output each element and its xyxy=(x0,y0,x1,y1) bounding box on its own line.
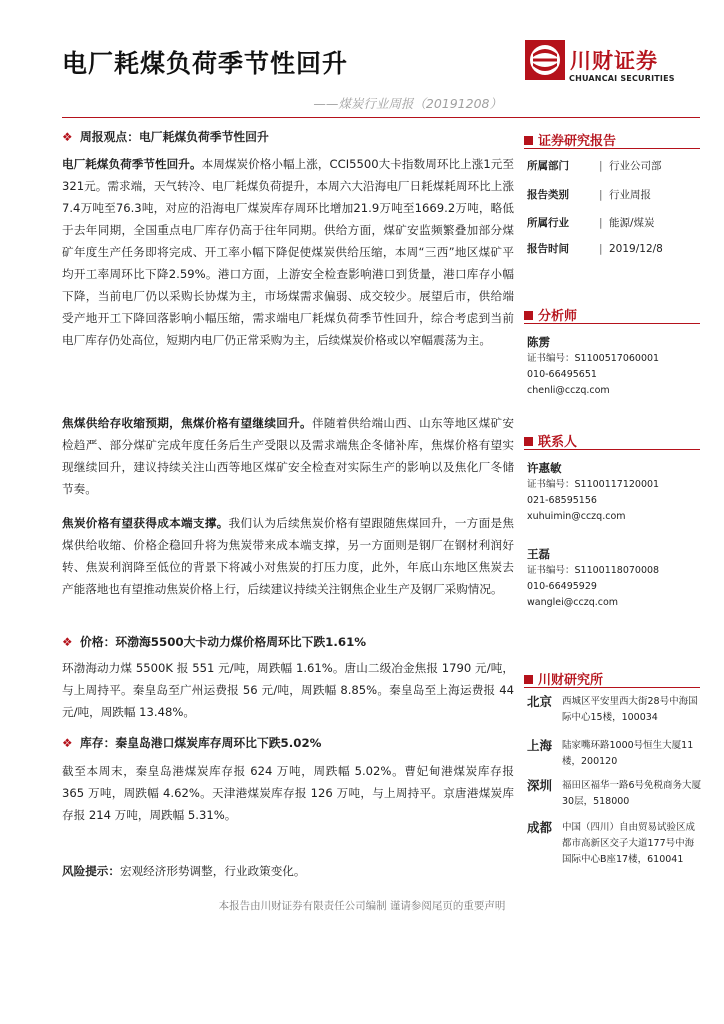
institute-heading: 川财研究所 xyxy=(524,669,603,688)
square-bullet-icon xyxy=(524,136,533,145)
office-city: 成都 xyxy=(527,820,553,835)
office-address: 西城区平安里西大街28号中海国际中心15楼，100034 xyxy=(562,696,698,723)
diamond-bullet-icon: ❖ xyxy=(62,635,73,649)
office-city: 上海 xyxy=(527,738,553,753)
diamond-bullet-icon: ❖ xyxy=(62,736,73,750)
info-row-department: 所属部门 | 行业公司部 xyxy=(527,160,662,172)
info-row-category: 报告类别 | 行业周报 xyxy=(527,189,651,201)
office-shanghai xyxy=(527,738,703,770)
square-bullet-icon xyxy=(524,311,533,320)
paragraph-lead: 焦煤供给存收缩预期，焦煤价格有望继续回升。 xyxy=(62,416,312,430)
header-divider xyxy=(62,117,700,118)
office-shenzhen xyxy=(527,778,703,810)
contact-card xyxy=(527,545,659,611)
office-address: 福田区福华一路6号免税商务大厦30层，518000 xyxy=(562,780,702,807)
paragraph-price: 环渤海动力煤 5500K 报 551 元/吨，周跌幅 1.61%。唐山二级冶金焦报 1790 元/吨，与上周持平。秦皇岛至广州运费报 56 元/吨，周跌幅 8.85%。秦皇岛至上海运费报 44 元/吨，周跌幅 13.48%。 xyxy=(62,661,514,719)
section-divider xyxy=(524,148,700,149)
section-divider xyxy=(524,687,700,688)
office-beijing xyxy=(527,694,703,726)
risk-label: 风险提示： xyxy=(62,864,120,878)
contact-name: 王磊 xyxy=(527,547,550,561)
paragraph-coking-coal xyxy=(62,412,514,500)
price-heading: ❖ 价格：环渤海5500大卡动力煤价格周环比下跌1.61% xyxy=(62,635,367,649)
paragraph-body: 伴随着供给端山西、山东等地区煤矿安检趋严、部分煤矿完成年度任务后生产受限以及需求端焦企冬储补库，焦煤价格有望实现继续回升，建议持续关注山西等地区煤矿安全检查对实际生产的影响以及焦化厂冬储节奏。 xyxy=(62,416,514,496)
contact-phone: 021-68595156 xyxy=(527,495,597,506)
risk-text: 宏观经济形势调整，行业政策变化。 xyxy=(119,864,306,878)
section-divider xyxy=(524,449,700,450)
logo-text-en: CHUANCAI SECURITIES xyxy=(569,74,675,83)
contact-email[interactable]: wanglei@cczq.com xyxy=(527,597,619,608)
risk-warning xyxy=(62,863,306,879)
analyst-heading: 分析师 xyxy=(524,305,577,324)
contact-email[interactable]: xuhuimin@cczq.com xyxy=(527,511,626,522)
paragraph-power-plant xyxy=(62,153,514,351)
chuancai-logo-icon xyxy=(525,40,565,80)
report-title: 电厂耗煤负荷季节性回升 xyxy=(62,49,349,78)
square-bullet-icon xyxy=(524,675,533,684)
analyst-card xyxy=(527,333,659,399)
stock-heading: ❖ 库存：秦皇岛港口煤炭库存周环比下跌5.02% xyxy=(62,736,322,750)
diamond-bullet-icon: ❖ xyxy=(62,130,73,144)
paragraph-body: 我们认为后续焦炭价格有望跟随焦煤回升，一方面是焦煤供给收缩、价格企稳回升将为焦炭带来成本端支撑，另一方面则是钢厂在钢材利润好转、焦炭利润降至低位的背景下将减小对焦炭的打压力度，此外，年底山东地区焦炭去产能落地也有望推动焦炭价格上行，后续建议持续关注钢焦企业生产及钢厂采购情况。 xyxy=(62,516,514,596)
square-bullet-icon xyxy=(524,437,533,446)
analyst-email[interactable]: chenli@cczq.com xyxy=(527,385,610,396)
page-footer-disclaimer: 本报告由川财证券有限责任公司编制 谨请参阅尾页的重要声明 xyxy=(218,900,506,912)
section-divider xyxy=(524,323,700,324)
contact-cert: 证书编号：S1100117120001 xyxy=(527,479,660,490)
weekly-view-heading: ❖ 周报观点：电厂耗煤负荷季节性回升 xyxy=(62,130,269,144)
paragraph-lead: 焦炭价格有望获得成本端支撑。 xyxy=(62,516,229,530)
report-info-heading: 证券研究报告 xyxy=(524,130,616,149)
paragraph-body: 本周煤炭价格小幅上涨，CCI5500大卡指数周环比上涨1元至321元。需求端，天气转冷、电厂耗煤负荷提升，本周六大沿海电厂日耗煤耗周环比上涨7.4万吨至76.3吨，对应的沿海电厂煤炭库存周环比增加21.9万吨至1669.2万吨，略低于去年同期，全国重点电厂库存仍高于往年同期。供给方面，煤矿安监频繁叠加部分煤矿年度生产任务即将完成、开工率小幅下降促使煤炭供给压缩，本周“三西”地区煤矿平均开工率周环比下降2.59%。港口方面，上游安全检查影响港口到货量，港口库存小幅下降，当前电厂仍以采购长协煤为主，市场煤需求偏弱、成交较少。展望后市，供给端受产地开工下降回落影响小幅压缩，需求端电厂耗煤负荷季节性回升，综合考虑到当前电厂库存仍处高位，短期内电厂仍正常采购为主，后续煤炭价格或以窄幅震荡为主。 xyxy=(62,157,514,347)
office-chengdu xyxy=(527,820,703,868)
contact-cert: 证书编号：S1100118070008 xyxy=(527,565,660,576)
paragraph-lead: 电厂耗煤负荷季节性回升。 xyxy=(62,157,202,171)
office-address: 中国（四川）自由贸易试验区成都市高新区交子大道177号中海国际中心B座17楼，610041 xyxy=(562,822,696,865)
info-row-industry: 所属行业 | 能源/煤炭 xyxy=(527,217,655,229)
report-subtitle: ——煤炭行业周报（20191208） xyxy=(313,96,502,111)
analyst-name: 陈雳 xyxy=(527,335,550,349)
office-city: 北京 xyxy=(527,694,553,709)
analyst-phone: 010-66495651 xyxy=(527,369,597,380)
paragraph-coke xyxy=(62,512,514,600)
contact-name: 许惠敏 xyxy=(527,461,562,475)
company-logo xyxy=(525,40,695,100)
analyst-cert: 证书编号：S1100517060001 xyxy=(527,353,660,364)
logo-text-cn: 川财证券 xyxy=(570,49,658,73)
office-address: 陆家嘴环路1000号恒生大厦11楼，200120 xyxy=(562,740,694,767)
office-city: 深圳 xyxy=(527,778,553,793)
paragraph-stock: 截至本周末，秦皇岛港煤炭库存报 624 万吨，周跌幅 5.02%。曹妃甸港煤炭库存报 365 万吨，周跌幅 4.62%。天津港煤炭库存报 126 万吨，与上周持平。京唐港煤炭库存报 214 万吨，周跌幅 5.31%。 xyxy=(62,764,514,822)
contact-card xyxy=(527,459,659,525)
contact-phone: 010-66495929 xyxy=(527,581,597,592)
contact-heading: 联系人 xyxy=(524,431,577,450)
info-row-date: 报告时间 | 2019/12/8 xyxy=(527,243,663,255)
